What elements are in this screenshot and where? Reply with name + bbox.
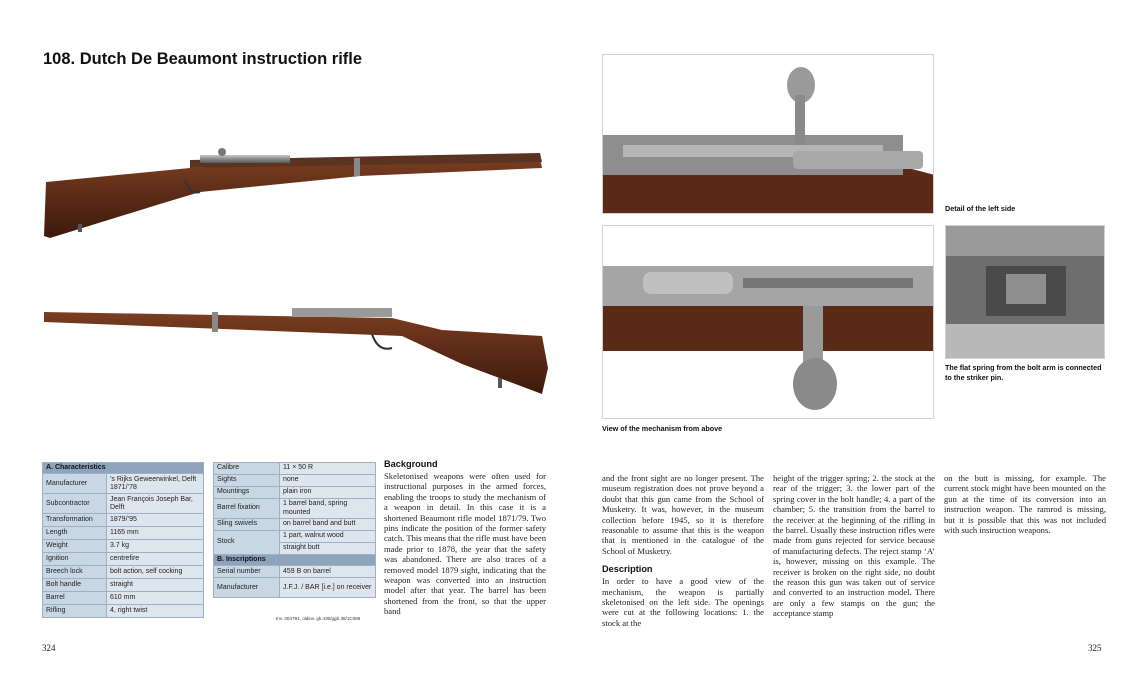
rifle-photo-right-side: [42, 300, 552, 400]
table-row: Manufacturer ’s Rijks Geweerwinkel, Delft 1871/’78: [43, 474, 204, 494]
table-row: Barrel 610 mm: [43, 592, 204, 605]
table-row: Bolt handle straight: [43, 579, 204, 592]
table-row: straight butt: [214, 543, 376, 555]
inventory-number: Inv. 004794, oldinv. gk.430/ggb.38/1C086: [276, 616, 361, 621]
caption-mechanism-above: View of the mechanism from above: [602, 424, 723, 433]
background-column: [384, 459, 546, 617]
table-header-row: [43, 463, 204, 474]
description-text: In order to have a good view of the mechanism, the weapon is partially skeletonised on the left side. The openings were cut at the following locations: 1. the stock at the: [602, 576, 764, 628]
background-heading: Background: [384, 459, 438, 469]
table-row: Transformation 1879/’95: [43, 514, 204, 527]
table-row: Manufacturer J.F.J. / BAR [i.e.] on receiver: [214, 578, 376, 598]
table-row: Stock 1 part, walnut wood: [214, 531, 376, 543]
detail-photo-left-side: [602, 54, 934, 214]
text-column-2: [602, 473, 764, 628]
text-column-3: [773, 473, 935, 619]
caption-flat-spring: The flat spring from the bolt arm is connected to the striker pin.: [945, 363, 1102, 382]
text-column-4: [944, 473, 1106, 535]
page-number-left: 324: [42, 643, 56, 653]
table-row: Barrel fixation 1 barrel band, spring mounted: [214, 499, 376, 519]
table-row: Calibre 11 × 50 R: [214, 463, 376, 475]
table-row: Serial number 459 B on barrel: [214, 566, 376, 578]
table-row: Sights none: [214, 475, 376, 487]
table-row: Mountings plain iron: [214, 487, 376, 499]
caption-left-side: Detail of the left side: [945, 204, 1016, 213]
table-row: Ignition centrefire: [43, 553, 204, 566]
table-row: Sling swivels on barrel band and butt: [214, 519, 376, 531]
table-row: Subcontractor Jean François Joseph Bar, Delft: [43, 494, 204, 514]
mechanism-photo-above: [602, 225, 934, 419]
flat-spring-photo: [945, 225, 1105, 359]
characteristics-header: A. Characteristics: [43, 463, 204, 474]
background-text: Skeletonised weapons were often used for instructional purposes in the armed forces, enabling the troops to study the mechanism of a weapon in detail. In this case it is a shortened Beaumont rifle model 1871/79. Two pins indicate the position of the former safety catch. This means that the rifle must have been made prior to 1878, the year that the safety was abandoned. There are also traces of a removed model 1879 sight, indicating that the weapon was converted into an instruction model after that year. The barrel has been shortened from the front, so that the upper band: [384, 471, 546, 617]
table-row: Weight 3.7 kg: [43, 540, 204, 553]
inscriptions-header: B. Inscriptions: [214, 555, 376, 566]
table-header-row: [214, 555, 376, 566]
col4-text: on the butt is missing, for example. The current stock might have been mounted on the gun at the time of its conversion into an instruction weapon. The ramrod is missing, but it is possible that this was not included with such instruction weapons.: [944, 473, 1106, 536]
col3-text: height of the trigger spring; 2. the stock at the rear of the trigger; 3. the lower part of the spring cover in the bolt handle; 4. a part of the chamber; 5. the transition from the barrel to the receiver at the beginning of the rifling in the barrel. Usually these instruction rifles were made from guns rejected for service because of manufacturing defects. The reject stamp ‘A’ is, however, missing on this example. The receiver is broken on the right side, no doubt the reason this gun was taken out of service and converted to an instruction model. There are only a few stamps on the gun; the acceptance stamp: [773, 473, 935, 619]
table-row: Breech lock bolt action, self cocking: [43, 566, 204, 579]
characteristics-table: [42, 462, 204, 618]
page-title: 108. Dutch De Beaumont instruction rifle: [43, 50, 363, 68]
page-number-right: 325: [1088, 643, 1102, 653]
table-row: Length 1165 mm: [43, 527, 204, 540]
rifle-photo-left-side: [40, 140, 550, 240]
description-heading: Description: [602, 564, 653, 575]
col2-text: and the front sight are no longer present. The museum registration does not prove beyond a doubt that this gun came from the School of Musketry. It was, however, in the museum collection before 1945, so it is therefore reasonable to assume that this is the weapon that is mentioned in the catalogue of the School of Musketry.: [602, 473, 764, 556]
table-row: Rifling 4, right twist: [43, 605, 204, 618]
specs-inscriptions-table: [213, 462, 376, 598]
